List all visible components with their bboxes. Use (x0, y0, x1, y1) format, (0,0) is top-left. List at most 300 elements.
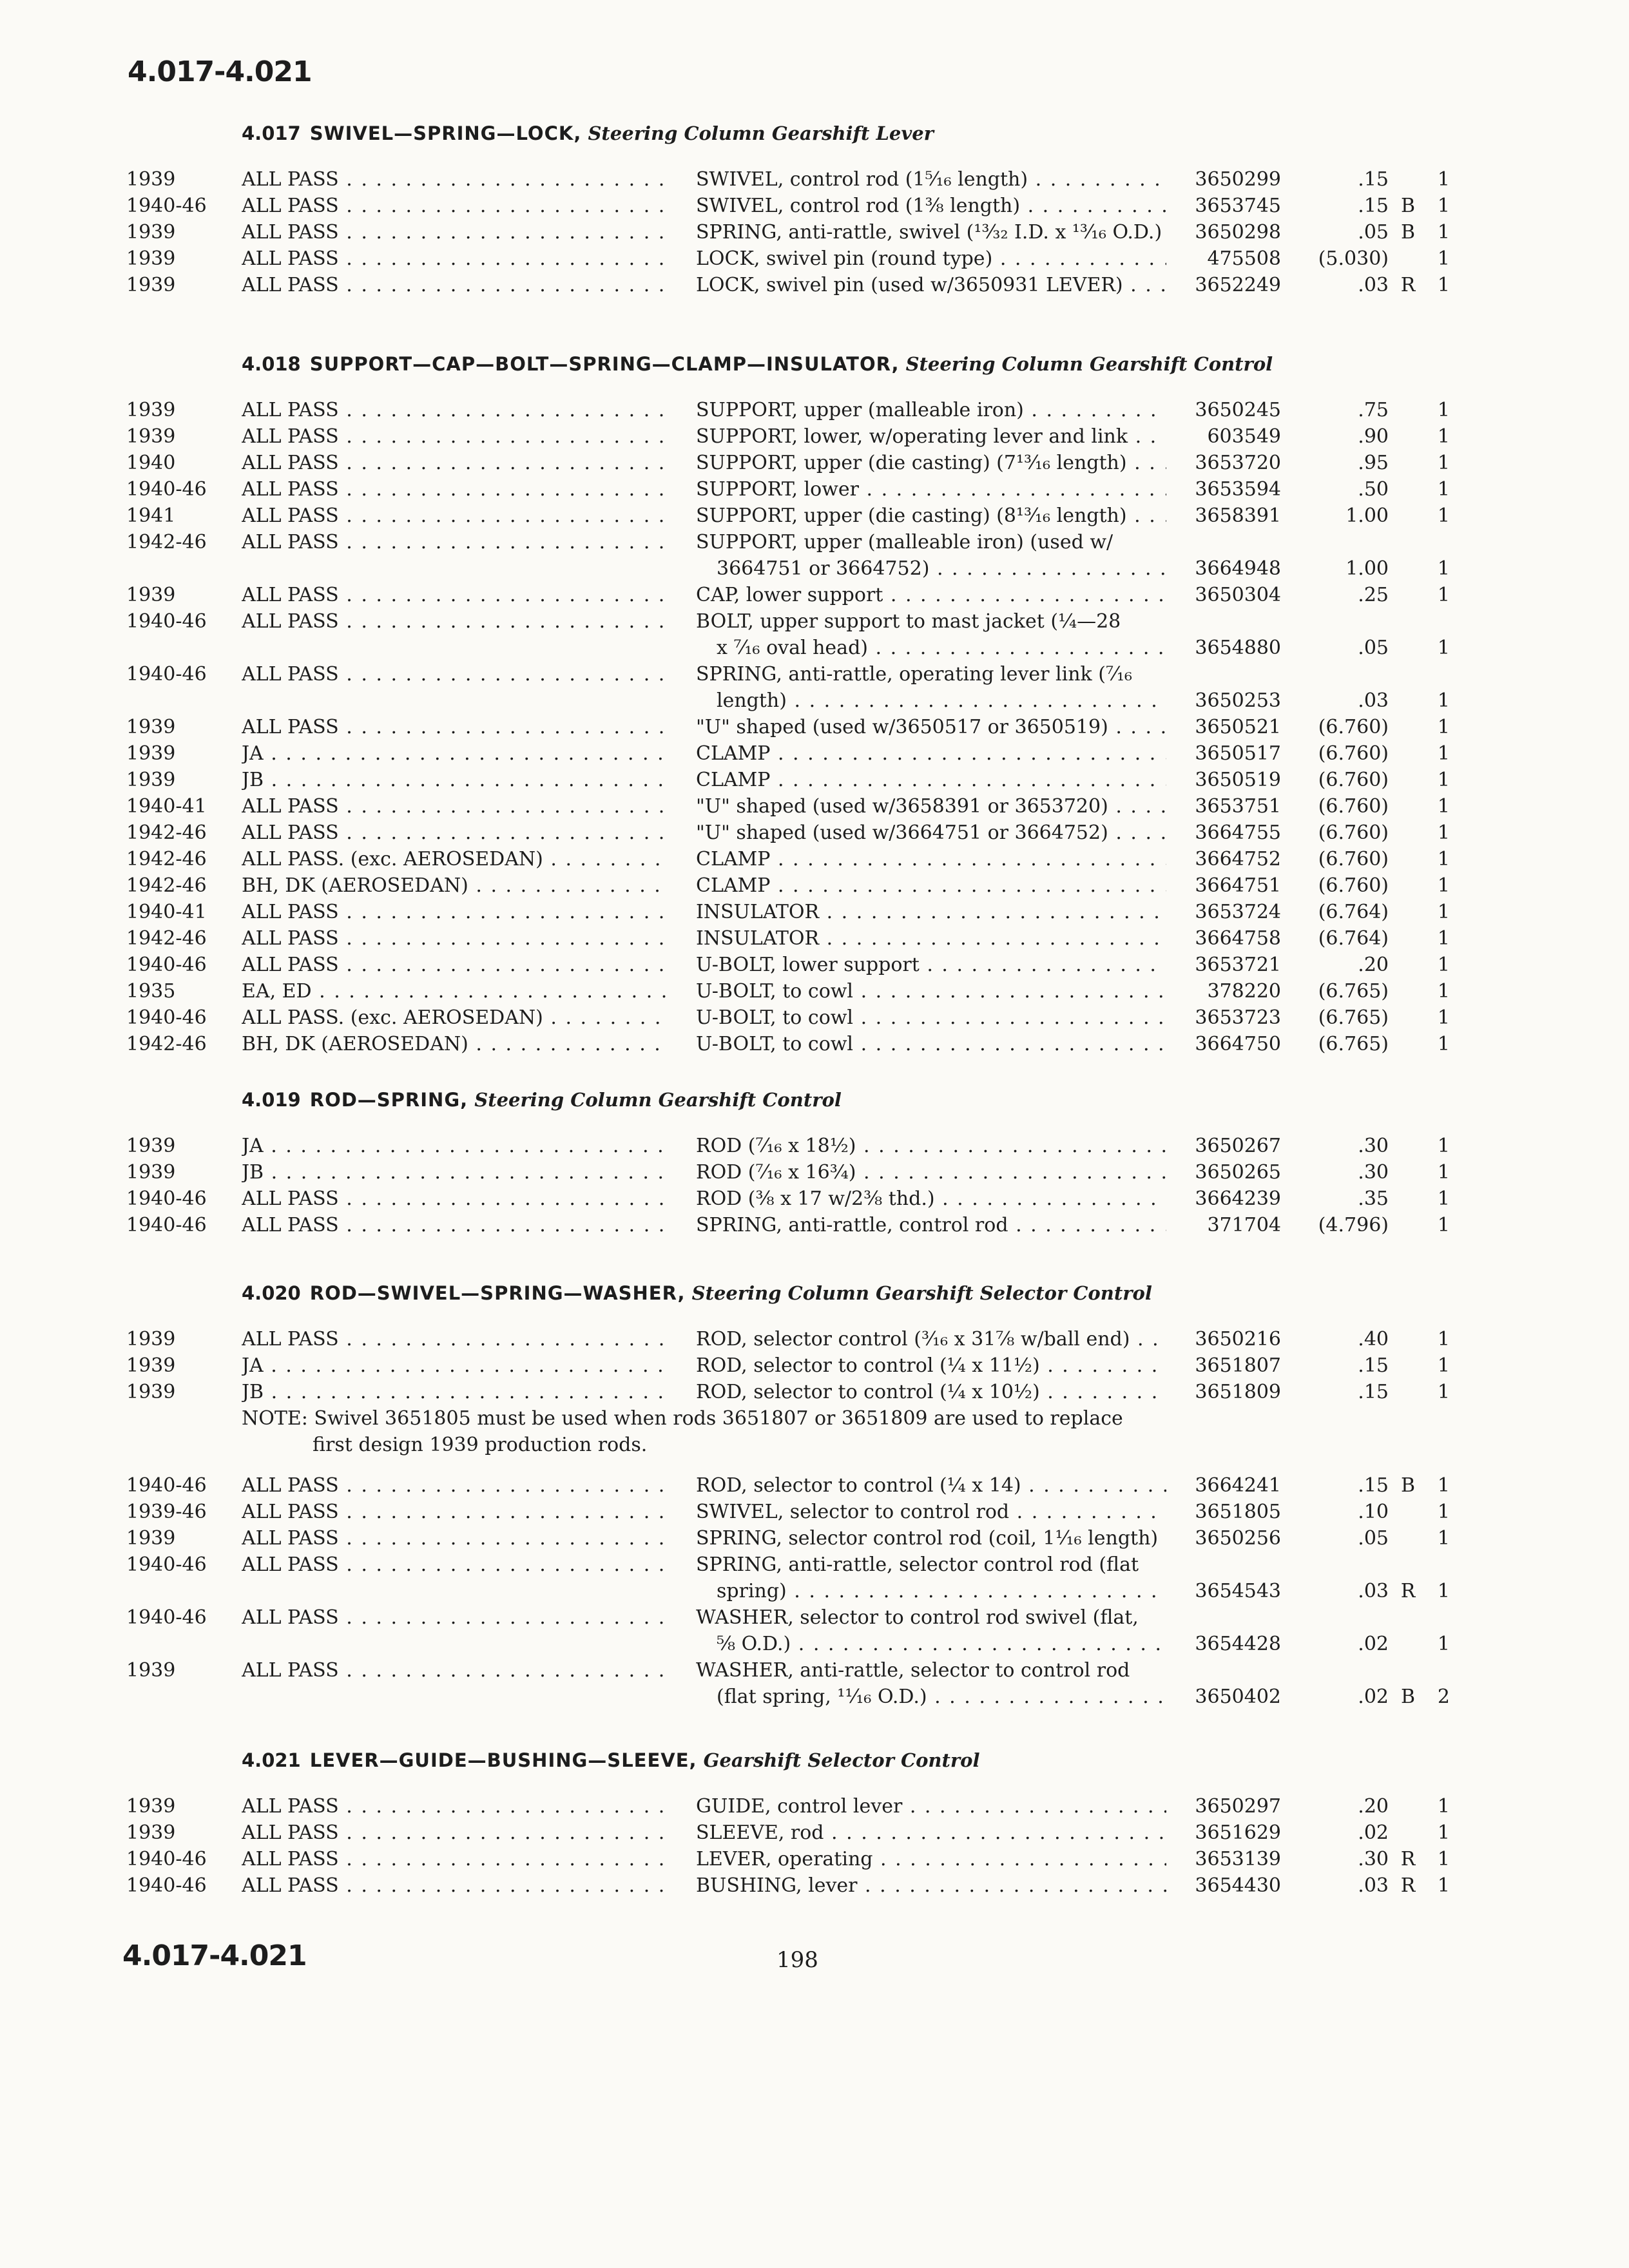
model-text: BH, DK (AEROSEDAN) (242, 1033, 468, 1055)
description-text: "U" shaped (used w/3658391 or 3653720) (696, 795, 1108, 818)
part-number-cell: 3650517 (1195, 742, 1281, 765)
description-line (696, 423, 1166, 450)
price-cell: .75 (1358, 399, 1389, 421)
description-line (696, 1031, 1166, 1057)
description-line (696, 1352, 1166, 1379)
year-cell: 1939 (126, 168, 176, 191)
price-cell: .05 (1358, 1527, 1389, 1550)
description-line (696, 1472, 1166, 1499)
section-title: SUPPORT—CAP—BOLT—SPRING—CLAMP—INSULATOR, (309, 353, 900, 375)
model-text: JB (242, 769, 264, 791)
description-text: x ⁷⁄₁₆ oval head) (717, 637, 868, 659)
part-number-cell: 3653723 (1195, 1006, 1281, 1029)
description-line (696, 219, 1166, 245)
model-text: ALL PASS (242, 452, 339, 474)
part-number-cell: 3664948 (1195, 557, 1281, 580)
description-text: SPRING, selector control rod (coil, 1¹⁄₁₆ length) (696, 1527, 1159, 1550)
part-number-cell: 3664755 (1195, 822, 1281, 844)
parts-row (0, 1004, 1629, 1031)
quantity-cell: 1 (1437, 1354, 1450, 1377)
description-text: ROD (⅜ x 17 w/2⅜ thd.) (696, 1187, 935, 1210)
quantity-cell: 1 (1437, 1187, 1450, 1210)
description-line (696, 166, 1166, 193)
description-text: (flat spring, ¹¹⁄₁₆ O.D.) (717, 1686, 927, 1708)
year-cell: 1940-46 (126, 954, 207, 976)
quantity-cell: 1 (1437, 1874, 1450, 1897)
model-text: ALL PASS (242, 1527, 339, 1550)
price-cell: .02 (1358, 1821, 1389, 1844)
year-cell: 1939-46 (126, 1501, 207, 1523)
section-heading (242, 1749, 980, 1771)
part-number-cell: 3653139 (1195, 1848, 1281, 1870)
parts-row (0, 423, 1629, 450)
year-cell: 1942-46 (126, 1033, 207, 1055)
parts-row (0, 1793, 1629, 1820)
model-cell (242, 476, 667, 503)
year-cell: 1941 (126, 505, 176, 527)
description-text: BUSHING, lever (696, 1874, 858, 1897)
description-cell (696, 925, 1166, 952)
model-text: JB (242, 1161, 264, 1184)
description-line (696, 272, 1166, 298)
model-text: JA (242, 1354, 264, 1377)
year-cell: 1940-46 (126, 1006, 207, 1029)
year-cell: 1940-46 (126, 1606, 207, 1629)
price-cell: (6.760) (1318, 716, 1389, 738)
model-cell (242, 219, 667, 245)
description-line (696, 872, 1166, 899)
year-cell: 1939 (126, 1527, 176, 1550)
description-text: SWIVEL, selector to control rod (696, 1501, 1010, 1523)
description-line (696, 978, 1166, 1004)
description-line (696, 245, 1166, 272)
price-cell: (4.796) (1318, 1214, 1389, 1236)
model-cell (242, 661, 667, 687)
model-text: ALL PASS. (exc. AEROSEDAN) (242, 848, 543, 870)
page-footer-range: 4.017-4.021 (122, 1939, 307, 1972)
description-line (696, 1578, 1166, 1604)
price-cell: 1.00 (1345, 505, 1389, 527)
quantity-cell: 1 (1437, 425, 1450, 448)
description-text: ROD, selector to control (¼ x 10½) (696, 1381, 1040, 1403)
description-text: ROD, selector to control (¼ x 11½) (696, 1354, 1040, 1377)
year-cell: 1940-46 (126, 1553, 207, 1576)
part-number-cell: 3650299 (1195, 168, 1281, 191)
model-text: ALL PASS (242, 822, 339, 844)
model-cell (242, 872, 667, 899)
part-number-cell: 3651629 (1195, 1821, 1281, 1844)
model-cell (242, 767, 667, 793)
quantity-cell: 1 (1437, 1580, 1450, 1602)
description-line (696, 714, 1166, 740)
price-cell: (6.760) (1318, 874, 1389, 897)
section-subtitle: Steering Column Gearshift Selector Control (691, 1282, 1152, 1304)
description-cell (696, 1031, 1166, 1057)
model-text: ALL PASS (242, 1328, 339, 1350)
description-text: U-BOLT, to cowl (696, 980, 854, 1003)
model-cell (242, 423, 667, 450)
quantity-cell: 1 (1437, 980, 1450, 1003)
description-text: SPRING, anti-rattle, swivel (¹³⁄₃₂ I.D. x ¹³⁄₁₆ O.D.) (696, 221, 1162, 244)
parts-row (0, 1872, 1629, 1899)
code-cell: B (1400, 1686, 1416, 1708)
description-cell (696, 1186, 1166, 1212)
description-text: SPRING, anti-rattle, operating lever link (⁷⁄₁₆ (696, 663, 1133, 686)
quantity-cell: 1 (1437, 954, 1450, 976)
description-cell (696, 166, 1166, 193)
part-number-cell: 3653724 (1195, 901, 1281, 923)
part-number-cell: 3652249 (1195, 274, 1281, 296)
price-cell: .30 (1358, 1848, 1389, 1870)
description-line (696, 925, 1166, 952)
model-text: ALL PASS (242, 247, 339, 270)
model-text: JA (242, 1135, 264, 1157)
description-cell (696, 193, 1166, 219)
parts-row (0, 1352, 1629, 1379)
part-number-cell: 378220 (1207, 980, 1281, 1003)
section-number: 4.017 (242, 122, 301, 144)
code-cell: R (1400, 274, 1416, 296)
description-text: ⅝ O.D.) (717, 1633, 791, 1655)
price-cell: (6.765) (1318, 1033, 1389, 1055)
description-cell (696, 608, 1166, 661)
quantity-cell: 1 (1437, 1161, 1450, 1184)
quantity-cell: 1 (1437, 1821, 1450, 1844)
year-cell: 1939 (126, 1381, 176, 1403)
part-number-cell: 3664239 (1195, 1187, 1281, 1210)
model-cell (242, 397, 667, 423)
description-line (696, 476, 1166, 503)
description-text: SPRING, anti-rattle, control rod (696, 1214, 1008, 1236)
model-text: ALL PASS (242, 221, 339, 244)
quantity-cell: 1 (1437, 1033, 1450, 1055)
description-line (696, 899, 1166, 925)
description-text: CLAMP (696, 769, 771, 791)
description-text: ROD, selector to control (¼ x 14) (696, 1474, 1021, 1497)
parts-table (0, 1793, 1629, 1899)
model-cell (242, 582, 667, 608)
model-cell (242, 193, 667, 219)
model-text: ALL PASS (242, 584, 339, 606)
quantity-cell: 1 (1437, 584, 1450, 606)
description-cell (696, 820, 1166, 846)
quantity-cell: 1 (1437, 1501, 1450, 1523)
model-cell (242, 1352, 667, 1379)
parts-row (0, 846, 1629, 872)
parts-table (0, 166, 1629, 298)
part-number-cell: 3650216 (1195, 1328, 1281, 1350)
part-number-cell: 3654880 (1195, 637, 1281, 659)
model-cell (242, 846, 667, 872)
model-text: ALL PASS (242, 610, 339, 633)
section-number: 4.019 (242, 1089, 301, 1111)
description-text: WASHER, selector to control rod swivel (flat, (696, 1606, 1139, 1629)
quantity-cell: 1 (1437, 1633, 1450, 1655)
quantity-cell: 1 (1437, 795, 1450, 818)
part-number-cell: 3664758 (1195, 927, 1281, 950)
description-text: INSULATOR (696, 901, 820, 923)
description-line (696, 820, 1166, 846)
section-title: ROD—SPRING, (309, 1089, 468, 1111)
model-text: ALL PASS (242, 195, 339, 217)
section-heading (242, 353, 1273, 375)
part-number-cell: 3654430 (1195, 1874, 1281, 1897)
section-subtitle: Steering Column Gearshift Control (474, 1089, 842, 1111)
model-text: ALL PASS (242, 1474, 339, 1497)
part-number-cell: 3664750 (1195, 1033, 1281, 1055)
price-cell: .02 (1358, 1686, 1389, 1708)
model-cell (242, 1525, 667, 1552)
parts-row (0, 219, 1629, 245)
parts-row (0, 793, 1629, 820)
quantity-cell: 1 (1437, 1006, 1450, 1029)
parts-row (0, 1820, 1629, 1846)
description-line (696, 1326, 1166, 1352)
price-cell: .20 (1358, 1795, 1389, 1818)
parts-row (0, 1212, 1629, 1238)
model-text: ALL PASS (242, 1821, 339, 1844)
year-cell: 1939 (126, 716, 176, 738)
year-cell: 1940-46 (126, 663, 207, 686)
model-text: EA, ED (242, 980, 312, 1003)
description-text: SPRING, anti-rattle, selector control rod (flat (696, 1553, 1139, 1576)
price-cell: .03 (1358, 274, 1389, 296)
description-text: length) (717, 689, 787, 712)
description-line (696, 1657, 1166, 1684)
model-cell (242, 1031, 667, 1057)
description-text: "U" shaped (used w/3650517 or 3650519) (696, 716, 1108, 738)
parts-row (0, 1326, 1629, 1352)
part-number-cell: 3654543 (1195, 1580, 1281, 1602)
section-number: 4.021 (242, 1749, 301, 1771)
model-cell (242, 1872, 667, 1899)
model-cell (242, 1212, 667, 1238)
year-cell: 1940-41 (126, 795, 207, 818)
quantity-cell: 1 (1437, 1214, 1450, 1236)
spacer (0, 1458, 1629, 1472)
model-text: ALL PASS (242, 531, 339, 553)
parts-row (0, 1499, 1629, 1525)
description-line (696, 1846, 1166, 1872)
model-cell (242, 1552, 667, 1578)
year-cell: 1939 (126, 1659, 176, 1682)
description-text: INSULATOR (696, 927, 820, 950)
model-cell (242, 1820, 667, 1846)
year-cell: 1940-46 (126, 1214, 207, 1236)
price-cell: .25 (1358, 584, 1389, 606)
description-line (696, 793, 1166, 820)
description-line (696, 1525, 1166, 1552)
description-text: CLAMP (696, 848, 771, 870)
part-number-cell: 603549 (1207, 425, 1281, 448)
price-cell: 1.00 (1345, 557, 1389, 580)
year-cell: 1940-46 (126, 1874, 207, 1897)
quantity-cell: 1 (1437, 399, 1450, 421)
price-cell: .20 (1358, 954, 1389, 976)
model-text: ALL PASS (242, 927, 339, 950)
description-line (696, 740, 1166, 767)
part-number-cell: 475508 (1207, 247, 1281, 270)
parts-row (0, 661, 1629, 714)
description-cell (696, 1604, 1166, 1657)
quantity-cell: 1 (1437, 637, 1450, 659)
part-number-cell: 371704 (1207, 1214, 1281, 1236)
part-number-cell: 3650402 (1195, 1686, 1281, 1708)
description-line (696, 1631, 1166, 1657)
year-cell: 1939 (126, 1354, 176, 1377)
quantity-cell: 1 (1437, 1848, 1450, 1870)
description-cell (696, 793, 1166, 820)
parts-row (0, 245, 1629, 272)
description-cell (696, 1004, 1166, 1031)
description-line (696, 1872, 1166, 1899)
description-cell (696, 476, 1166, 503)
code-cell: B (1400, 221, 1416, 244)
description-text: ROD (⁷⁄₁₆ x 16¾) (696, 1161, 856, 1184)
part-number-cell: 3650265 (1195, 1161, 1281, 1184)
model-text: ALL PASS (242, 1187, 339, 1210)
model-text: ALL PASS (242, 425, 339, 448)
parts-row (0, 1031, 1629, 1057)
parts-row (0, 608, 1629, 661)
description-cell (696, 1212, 1166, 1238)
year-cell: 1939 (126, 769, 176, 791)
description-text: CAP, lower support (696, 584, 883, 606)
model-cell (242, 1159, 667, 1186)
section-heading (242, 1089, 842, 1111)
price-cell: .10 (1358, 1501, 1389, 1523)
model-cell (242, 925, 667, 952)
description-line (696, 1133, 1166, 1159)
year-cell: 1939 (126, 1135, 176, 1157)
part-number-cell: 3650298 (1195, 221, 1281, 244)
price-cell: (6.760) (1318, 742, 1389, 765)
description-text: ROD, selector control (³⁄₁₆ x 31⅞ w/ball end) (696, 1328, 1130, 1350)
quantity-cell: 1 (1437, 874, 1450, 897)
code-cell: R (1400, 1874, 1416, 1897)
page-number: 198 (776, 1947, 818, 1973)
price-cell: .90 (1358, 425, 1389, 448)
year-cell: 1942-46 (126, 927, 207, 950)
model-cell (242, 1326, 667, 1352)
description-line (696, 193, 1166, 219)
parts-row (0, 1552, 1629, 1604)
model-text: ALL PASS (242, 1501, 339, 1523)
model-cell (242, 899, 667, 925)
description-text: GUIDE, control lever (696, 1795, 903, 1818)
note-line: first design 1939 production rods. (313, 1434, 648, 1456)
section-number: 4.020 (242, 1282, 301, 1304)
parts-table (0, 1133, 1629, 1238)
parts-row (0, 714, 1629, 740)
section-number: 4.018 (242, 353, 301, 375)
price-cell: (6.760) (1318, 795, 1389, 818)
price-cell: .15 (1358, 195, 1389, 217)
model-cell (242, 1379, 667, 1405)
model-text: ALL PASS (242, 1874, 339, 1897)
price-cell: .03 (1358, 1580, 1389, 1602)
price-cell: .15 (1358, 168, 1389, 191)
model-cell (242, 714, 667, 740)
price-cell: (6.764) (1318, 927, 1389, 950)
description-cell (696, 1472, 1166, 1499)
quantity-cell: 1 (1437, 901, 1450, 923)
description-text: spring) (717, 1580, 787, 1602)
description-line (696, 687, 1166, 714)
model-text: ALL PASS (242, 505, 339, 527)
model-text: BH, DK (AEROSEDAN) (242, 874, 468, 897)
price-cell: (6.764) (1318, 901, 1389, 923)
part-number-cell: 3650521 (1195, 716, 1281, 738)
quantity-cell: 1 (1437, 452, 1450, 474)
parts-row (0, 740, 1629, 767)
section-subtitle: Steering Column Gearshift Control (905, 353, 1273, 375)
description-cell (696, 846, 1166, 872)
price-cell: .15 (1358, 1474, 1389, 1497)
parts-row (0, 1472, 1629, 1499)
note-line: NOTE: Swivel 3651805 must be used when rods 3651807 or 3651809 are used to replace (242, 1407, 1123, 1430)
description-cell (696, 899, 1166, 925)
description-line (696, 661, 1166, 687)
price-cell: (6.760) (1318, 848, 1389, 870)
year-cell: 1942-46 (126, 822, 207, 844)
year-cell: 1940-46 (126, 1474, 207, 1497)
description-cell (696, 245, 1166, 272)
description-line (696, 1159, 1166, 1186)
model-text: ALL PASS (242, 663, 339, 686)
description-cell (696, 1499, 1166, 1525)
model-cell (242, 1004, 667, 1031)
model-text: ALL PASS (242, 1848, 339, 1870)
description-cell (696, 1657, 1166, 1710)
model-text: ALL PASS (242, 1659, 339, 1682)
price-cell: .40 (1358, 1328, 1389, 1350)
description-cell (696, 529, 1166, 582)
part-number-cell: 3653721 (1195, 954, 1281, 976)
year-cell: 1935 (126, 980, 176, 1003)
part-number-cell: 3650267 (1195, 1135, 1281, 1157)
description-text: SLEEVE, rod (696, 1821, 824, 1844)
description-line (696, 1793, 1166, 1820)
model-cell (242, 1133, 667, 1159)
quantity-cell: 1 (1437, 742, 1450, 765)
quantity-cell: 1 (1437, 195, 1450, 217)
parts-row (0, 272, 1629, 298)
parts-row (0, 1186, 1629, 1212)
description-cell (696, 1352, 1166, 1379)
description-text: SWIVEL, control rod (1⅜ length) (696, 195, 1021, 217)
description-text: SWIVEL, control rod (1⁵⁄₁₆ length) (696, 168, 1028, 191)
quantity-cell: 1 (1437, 1795, 1450, 1818)
parts-row (0, 1159, 1629, 1186)
part-number-cell: 3651809 (1195, 1381, 1281, 1403)
model-cell (242, 1793, 667, 1820)
year-cell: 1940 (126, 452, 176, 474)
model-cell (242, 166, 667, 193)
model-cell (242, 1472, 667, 1499)
year-cell: 1942-46 (126, 848, 207, 870)
description-cell (696, 872, 1166, 899)
part-number-cell: 3653594 (1195, 478, 1281, 501)
quantity-cell: 1 (1437, 247, 1450, 270)
description-text: CLAMP (696, 742, 771, 765)
model-cell (242, 1499, 667, 1525)
description-cell (696, 397, 1166, 423)
model-text: ALL PASS (242, 901, 339, 923)
quantity-cell: 1 (1437, 716, 1450, 738)
quantity-cell: 1 (1437, 848, 1450, 870)
quantity-cell: 1 (1437, 689, 1450, 712)
